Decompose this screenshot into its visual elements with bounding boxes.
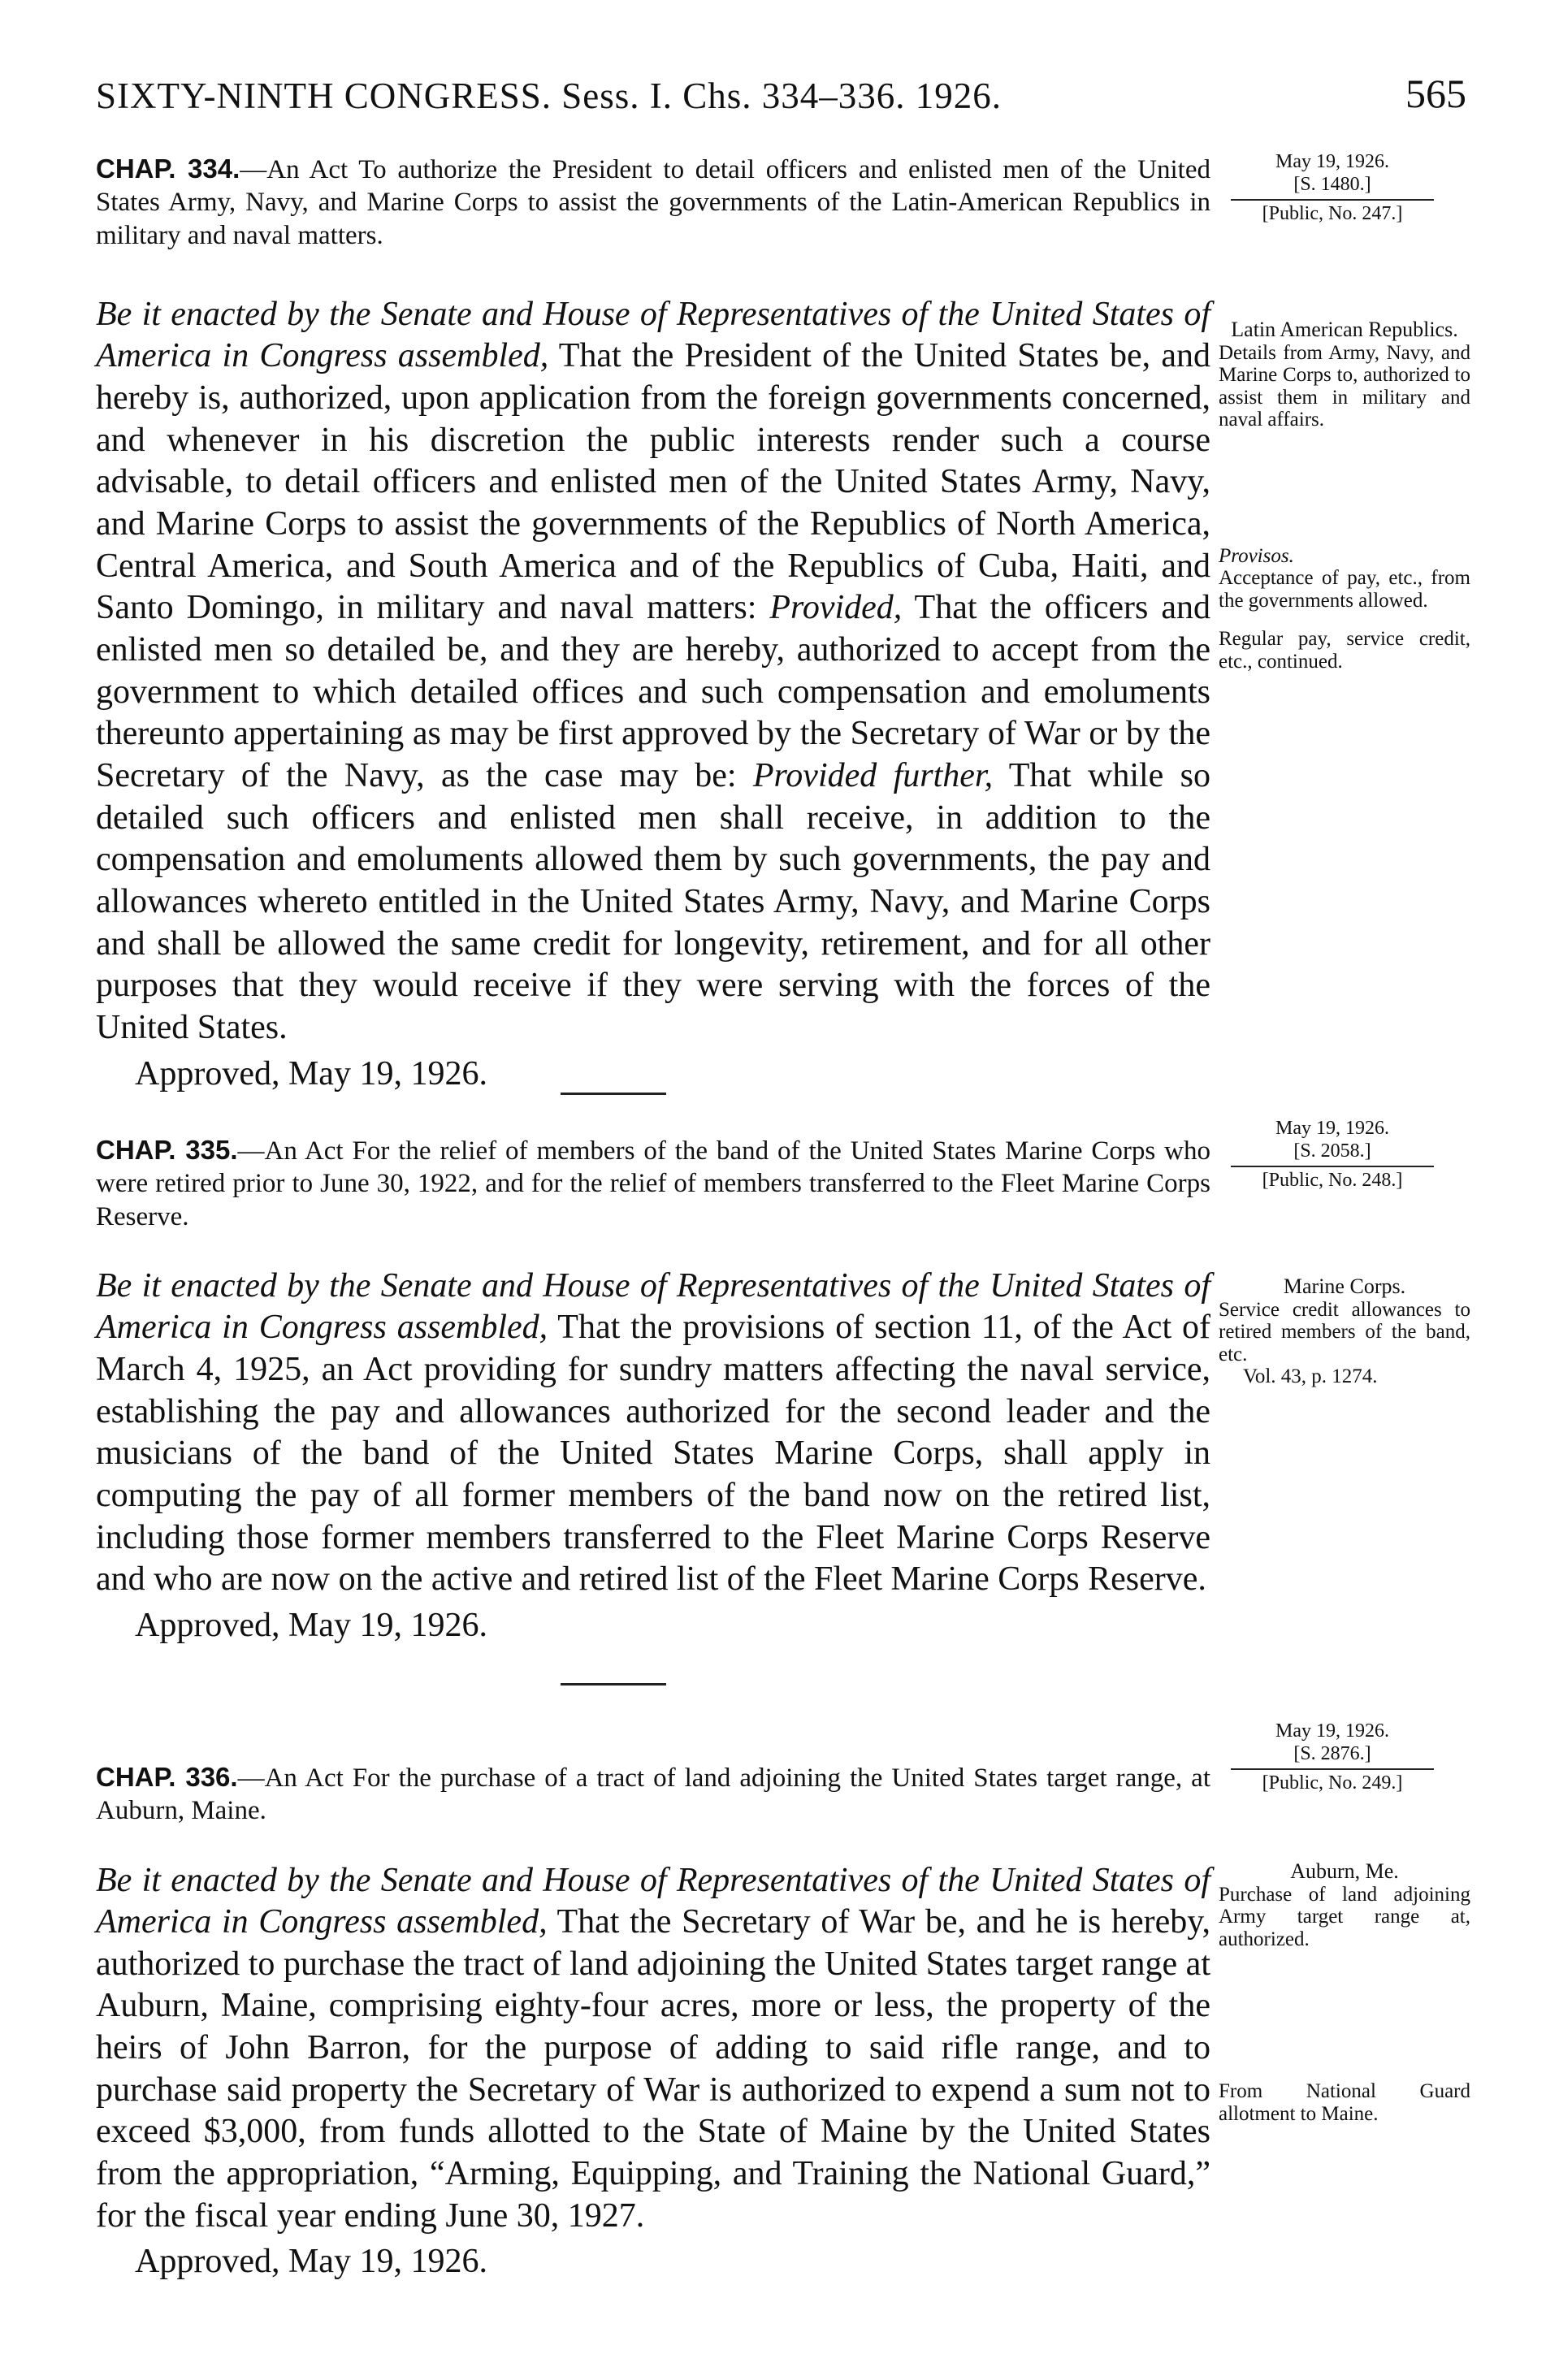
- provided-clause: Provided,: [769, 589, 903, 627]
- margin-note-heading: Latin American Republics.: [1231, 318, 1458, 341]
- enactment-date: May 19, 1926.: [1275, 1720, 1389, 1742]
- statute-reference: Vol. 43, p. 1274.: [1243, 1365, 1378, 1388]
- margin-note: [1219, 628, 1470, 673]
- act-text-part-3: That while so detailed such officers and enlisted men shall receive, in addition to the compensation and emoluments allowed them by such governments, the pay and allowances whereto entitled in the United States Army, Navy, and Marine Corps and shall be allowed the same credit for longevity, retirement, and for all other purposes that they would receive if they were serving with the forces of the United States.: [96, 756, 1210, 1046]
- margin-note-text: Purchase of land adjoining Army target range at, authorized.: [1219, 1883, 1470, 1950]
- act-text-part-1: That the provisions of section 11, of the Act of March 4, 1925, an Act providing for sundry matters affecting the naval service, establishing the pay and allowances authorized for the second leader and the musicians of the band of the United States Marine Corps, shall apply in computing the pay of all former members of the band now on the retired list, including those former members transferred to the Fleet Marine Corps Reserve and who are now on the active and retired list of the Fleet Marine Corps Reserve.: [96, 1309, 1210, 1599]
- page-number: 565: [1405, 71, 1466, 116]
- chapter-title: —An Act For the purchase of a tract of land adjoining the United States target range, at Auburn, Maine.: [96, 1763, 1210, 1826]
- margin-note-text: Regular pay, service credit, etc., continued.: [1219, 628, 1470, 673]
- margin-note: [1219, 318, 1470, 431]
- margin-note: [1219, 545, 1470, 612]
- running-head-title: SIXTY-NINTH CONGRESS. Sess. I. Chs. 334–336. 1926.: [96, 76, 1003, 116]
- margin-note-text: Service credit allowances to retired members of the band, etc.: [1219, 1298, 1470, 1365]
- sidebox-rule: [1231, 1166, 1434, 1167]
- chapter-label: CHAP. 334.: [96, 154, 240, 184]
- enacting-clause: Be it enacted by the Senate and House of Representatives of the United States of America in Congress assembled,: [96, 1861, 1210, 1941]
- margin-note: [1219, 1860, 1470, 1950]
- sidebox-rule: [1231, 199, 1434, 201]
- chapter-336-sidebox: [1231, 1720, 1434, 1795]
- senate-bill-number: [S. 2058.]: [1293, 1140, 1371, 1162]
- public-law-number: [Public, No. 247.]: [1262, 203, 1403, 225]
- margin-note-heading: Marine Corps.: [1283, 1274, 1406, 1298]
- chapter-title: —An Act To authorize the President to detail officers and enlisted men of the United States Army, Navy, and Marine Corps to assist the governments of the Latin-American Republics in military and naval matters.: [96, 155, 1210, 250]
- chapter-separator: [561, 1683, 666, 1685]
- senate-bill-number: [S. 2876.]: [1293, 1742, 1371, 1764]
- margin-note-text: Acceptance of pay, etc., from the governments allowed.: [1219, 567, 1470, 612]
- public-law-number: [Public, No. 249.]: [1262, 1772, 1403, 1794]
- chapter-334: [96, 153, 1210, 1093]
- act-text-part-1: That the Secretary of War be, and he is hereby, authorized to purchase the tract of land adjoining the United States target range at Auburn, Maine, comprising eighty-four acres, more or less, the property of the heirs of John Barron, for the purpose of adding to said rifle range, and to purchase said property the Secretary of War is authorized to expend a sum not to exceed $3,000, from funds allotted to the State of Maine by the United States from the appropriation, “Arming, Equipping, and Training the National Guard,” for the fiscal year ending June 30, 1927.: [96, 1903, 1210, 2235]
- chapter-336-margin-notes: [1219, 1860, 1470, 2138]
- act-text-part-2: That the officers and enlisted men so detailed be, and they are hereby, authorized to accept from the government to which detailed offices and such compensation and emoluments thereunto appertaining as may be first approved by the Secretary of War or by the Secretary of the Navy, as the case may be:: [96, 589, 1210, 794]
- margin-note-heading: Auburn, Me.: [1290, 1859, 1399, 1883]
- enacting-clause: Be it enacted by the Senate and House of Representatives of the United States of America in Congress assembled,: [96, 295, 1210, 375]
- running-head: [96, 71, 1466, 132]
- chapter-heading: [96, 1761, 1210, 1828]
- enactment-date: May 19, 1926.: [1275, 1118, 1389, 1139]
- chapter-335: [96, 1134, 1210, 1645]
- act-body: [96, 294, 1210, 1049]
- approval-date: Approved, May 19, 1926.: [135, 1607, 487, 1644]
- chapter-336: [96, 1761, 1210, 2281]
- approval-date: Approved, May 19, 1926.: [135, 2243, 487, 2281]
- approval-date: Approved, May 19, 1926.: [135, 1054, 487, 1093]
- chapter-335-margin-notes: [1219, 1275, 1470, 1401]
- provided-further-clause: Provided further,: [752, 756, 994, 794]
- act-text-part-1: That the President of the United States be, and hereby is, authorized, upon application from the foreign governments concerned, and whenever in his discretion the public interests render such a course advisable, to detail officers and enlisted men of the United States Army, Navy, and Marine Corps to assist the governments of the Republics of North America, Central America, and South America and of the Republics of Cuba, Haiti, and Santo Domingo, in military and naval matters:: [96, 337, 1210, 627]
- chapter-334-sidebox: [1231, 151, 1434, 226]
- margin-note-text: From National Guard allotment to Maine.: [1219, 2080, 1470, 2125]
- chapter-heading: [96, 1134, 1210, 1233]
- margin-note: [1219, 1275, 1470, 1388]
- chapter-335-sidebox: [1231, 1118, 1434, 1192]
- senate-bill-number: [S. 1480.]: [1293, 173, 1371, 195]
- margin-note-provisos: Provisos.: [1219, 544, 1294, 567]
- act-body: [96, 1860, 1210, 2238]
- enactment-date: May 19, 1926.: [1275, 151, 1389, 172]
- chapter-label: CHAP. 336.: [96, 1762, 238, 1792]
- chapter-separator: [561, 1093, 666, 1095]
- public-law-number: [Public, No. 248.]: [1262, 1170, 1403, 1192]
- chapter-title: —An Act For the relief of members of the band of the United States Marine Corps who were retired prior to June 30, 1922, and for the relief of members transferred to the Fleet Marine Corps Reserve.: [96, 1136, 1210, 1231]
- margin-note: [1219, 2080, 1470, 2125]
- sidebox-rule: [1231, 1768, 1434, 1770]
- chapter-334-margin-notes: [1219, 318, 1470, 686]
- chapter-label: CHAP. 335.: [96, 1135, 238, 1165]
- chapter-heading: [96, 153, 1210, 252]
- enacting-clause: Be it enacted by the Senate and House of Representatives of the United States of America in Congress assembled,: [96, 1266, 1210, 1347]
- act-body: [96, 1266, 1210, 1601]
- margin-note-text: Details from Army, Navy, and Marine Corps to, authorized to assist them in military and naval affairs.: [1219, 341, 1470, 431]
